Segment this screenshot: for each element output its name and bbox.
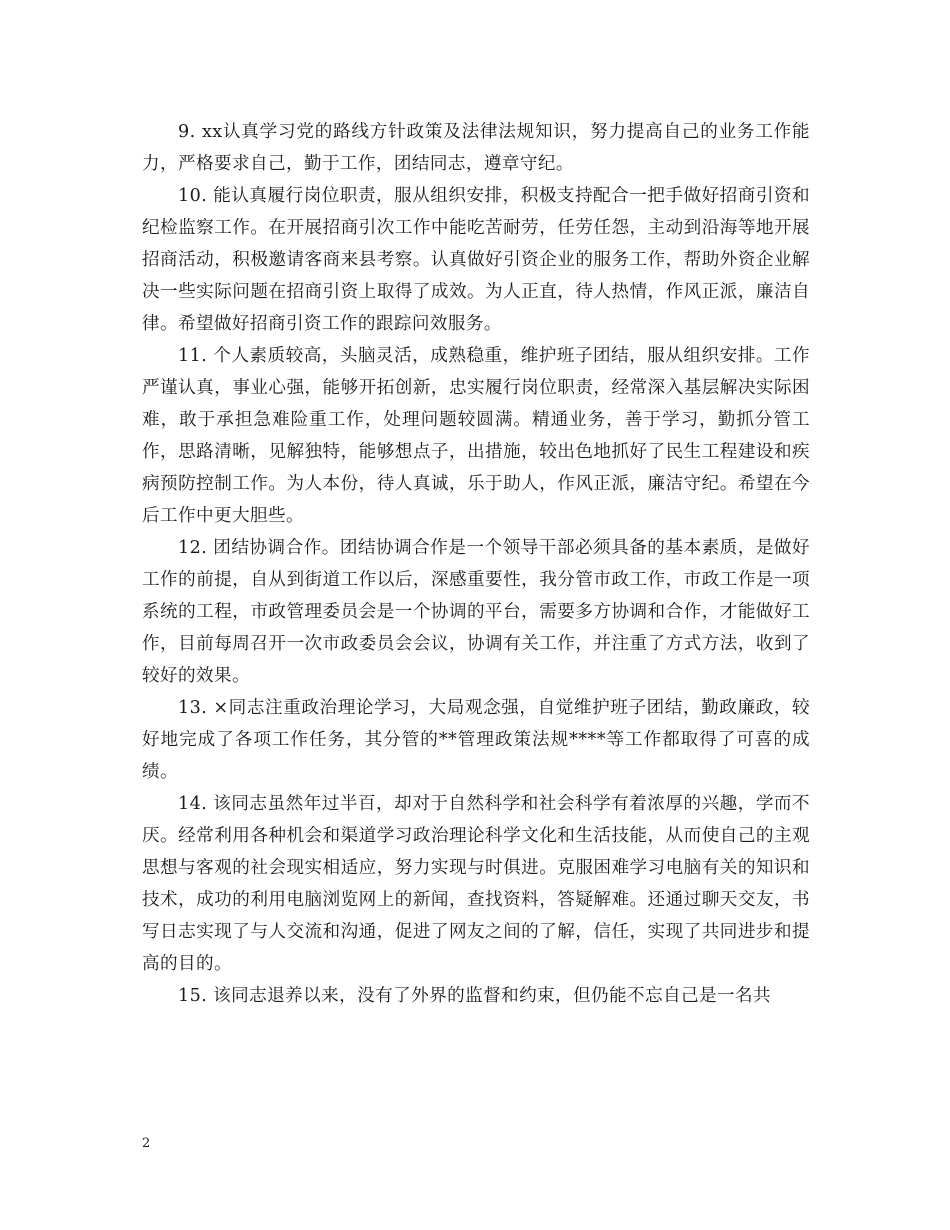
paragraph-13: 13. ×同志注重政治理论学习，大局观念强，自觉维护班子团结，勤政廉政，较好地完成了各项工作任务，其分管的**管理政策法规****等工作都取得了可喜的成绩。 <box>142 698 810 782</box>
page-number: 2 <box>142 1136 151 1151</box>
paragraph-11: 11. 个人素质较高，头脑灵活，成熟稳重，维护班子团结，服从组织安排。工作严谨认真，事业心强，能够开拓创新，忠实履行岗位职责，经常深入基层解决实际困难，敢于承担急难险重工作，处理问题较圆满。精通业务，善于学习，勤抓分管工作，思路清晰，见解独特，能够想点子，出措施，较出色地抓好了民生工程建设和疾病预防控制工作。为人本份，待人真诚，乐于助人，作风正派，廉洁守纪。希望在今后工作中更大胆些。 <box>142 346 810 526</box>
paragraph-12: 12. 团结协调合作。团结协调合作是一个领导干部必须具备的基本素质，是做好工作的前提，自从到街道工作以后，深感重要性，我分管市政工作，市政工作是一项系统的工程，市政管理委员会是一个协调的平台，需要多方协调和合作，才能做好工作，目前每周召开一次市政委员会会议，协调有关工作，并注重了方式方法，收到了较好的效果。 <box>142 538 810 686</box>
paragraph-15: 15. 该同志退养以来，没有了外界的监督和约束，但仍能不忘自己是一名共 <box>178 986 771 1006</box>
paragraph-9: 9. xx认真学习党的路线方针政策及法律法规知识，努力提高自己的业务工作能力，严格要求自己，勤于工作，团结同志，遵章守纪。 <box>142 122 810 174</box>
paragraph-10: 10. 能认真履行岗位职责，服从组织安排，积极支持配合一把手做好招商引资和纪检监察工作。在开展招商引次工作中能吃苦耐劳，任劳任怨，主动到沿海等地开展招商活动，积极邀请客商来县考察。认真做好引资企业的服务工作，帮助外资企业解决一些实际问题在招商引资上取得了成效。为人正直，待人热情，作风正派，廉洁自律。希望做好招商引资工作的跟踪问效服务。 <box>142 186 810 334</box>
paragraph-14: 14. 该同志虽然年过半百，却对于自然科学和社会科学有着浓厚的兴趣，学而不厌。经常利用各种机会和渠道学习政治理论科学文化和生活技能，从而使自己的主观思想与客观的社会现实相适应，努力实现与时俱进。克服困难学习电脑有关的知识和技术，成功的利用电脑浏览网上的新闻，查找资料，答疑解难。还通过聊天交友，书写日志实现了与人交流和沟通，促进了网友之间的了解，信任，实现了共同进步和提高的目的。 <box>142 794 810 974</box>
document-body <box>142 116 810 1012</box>
